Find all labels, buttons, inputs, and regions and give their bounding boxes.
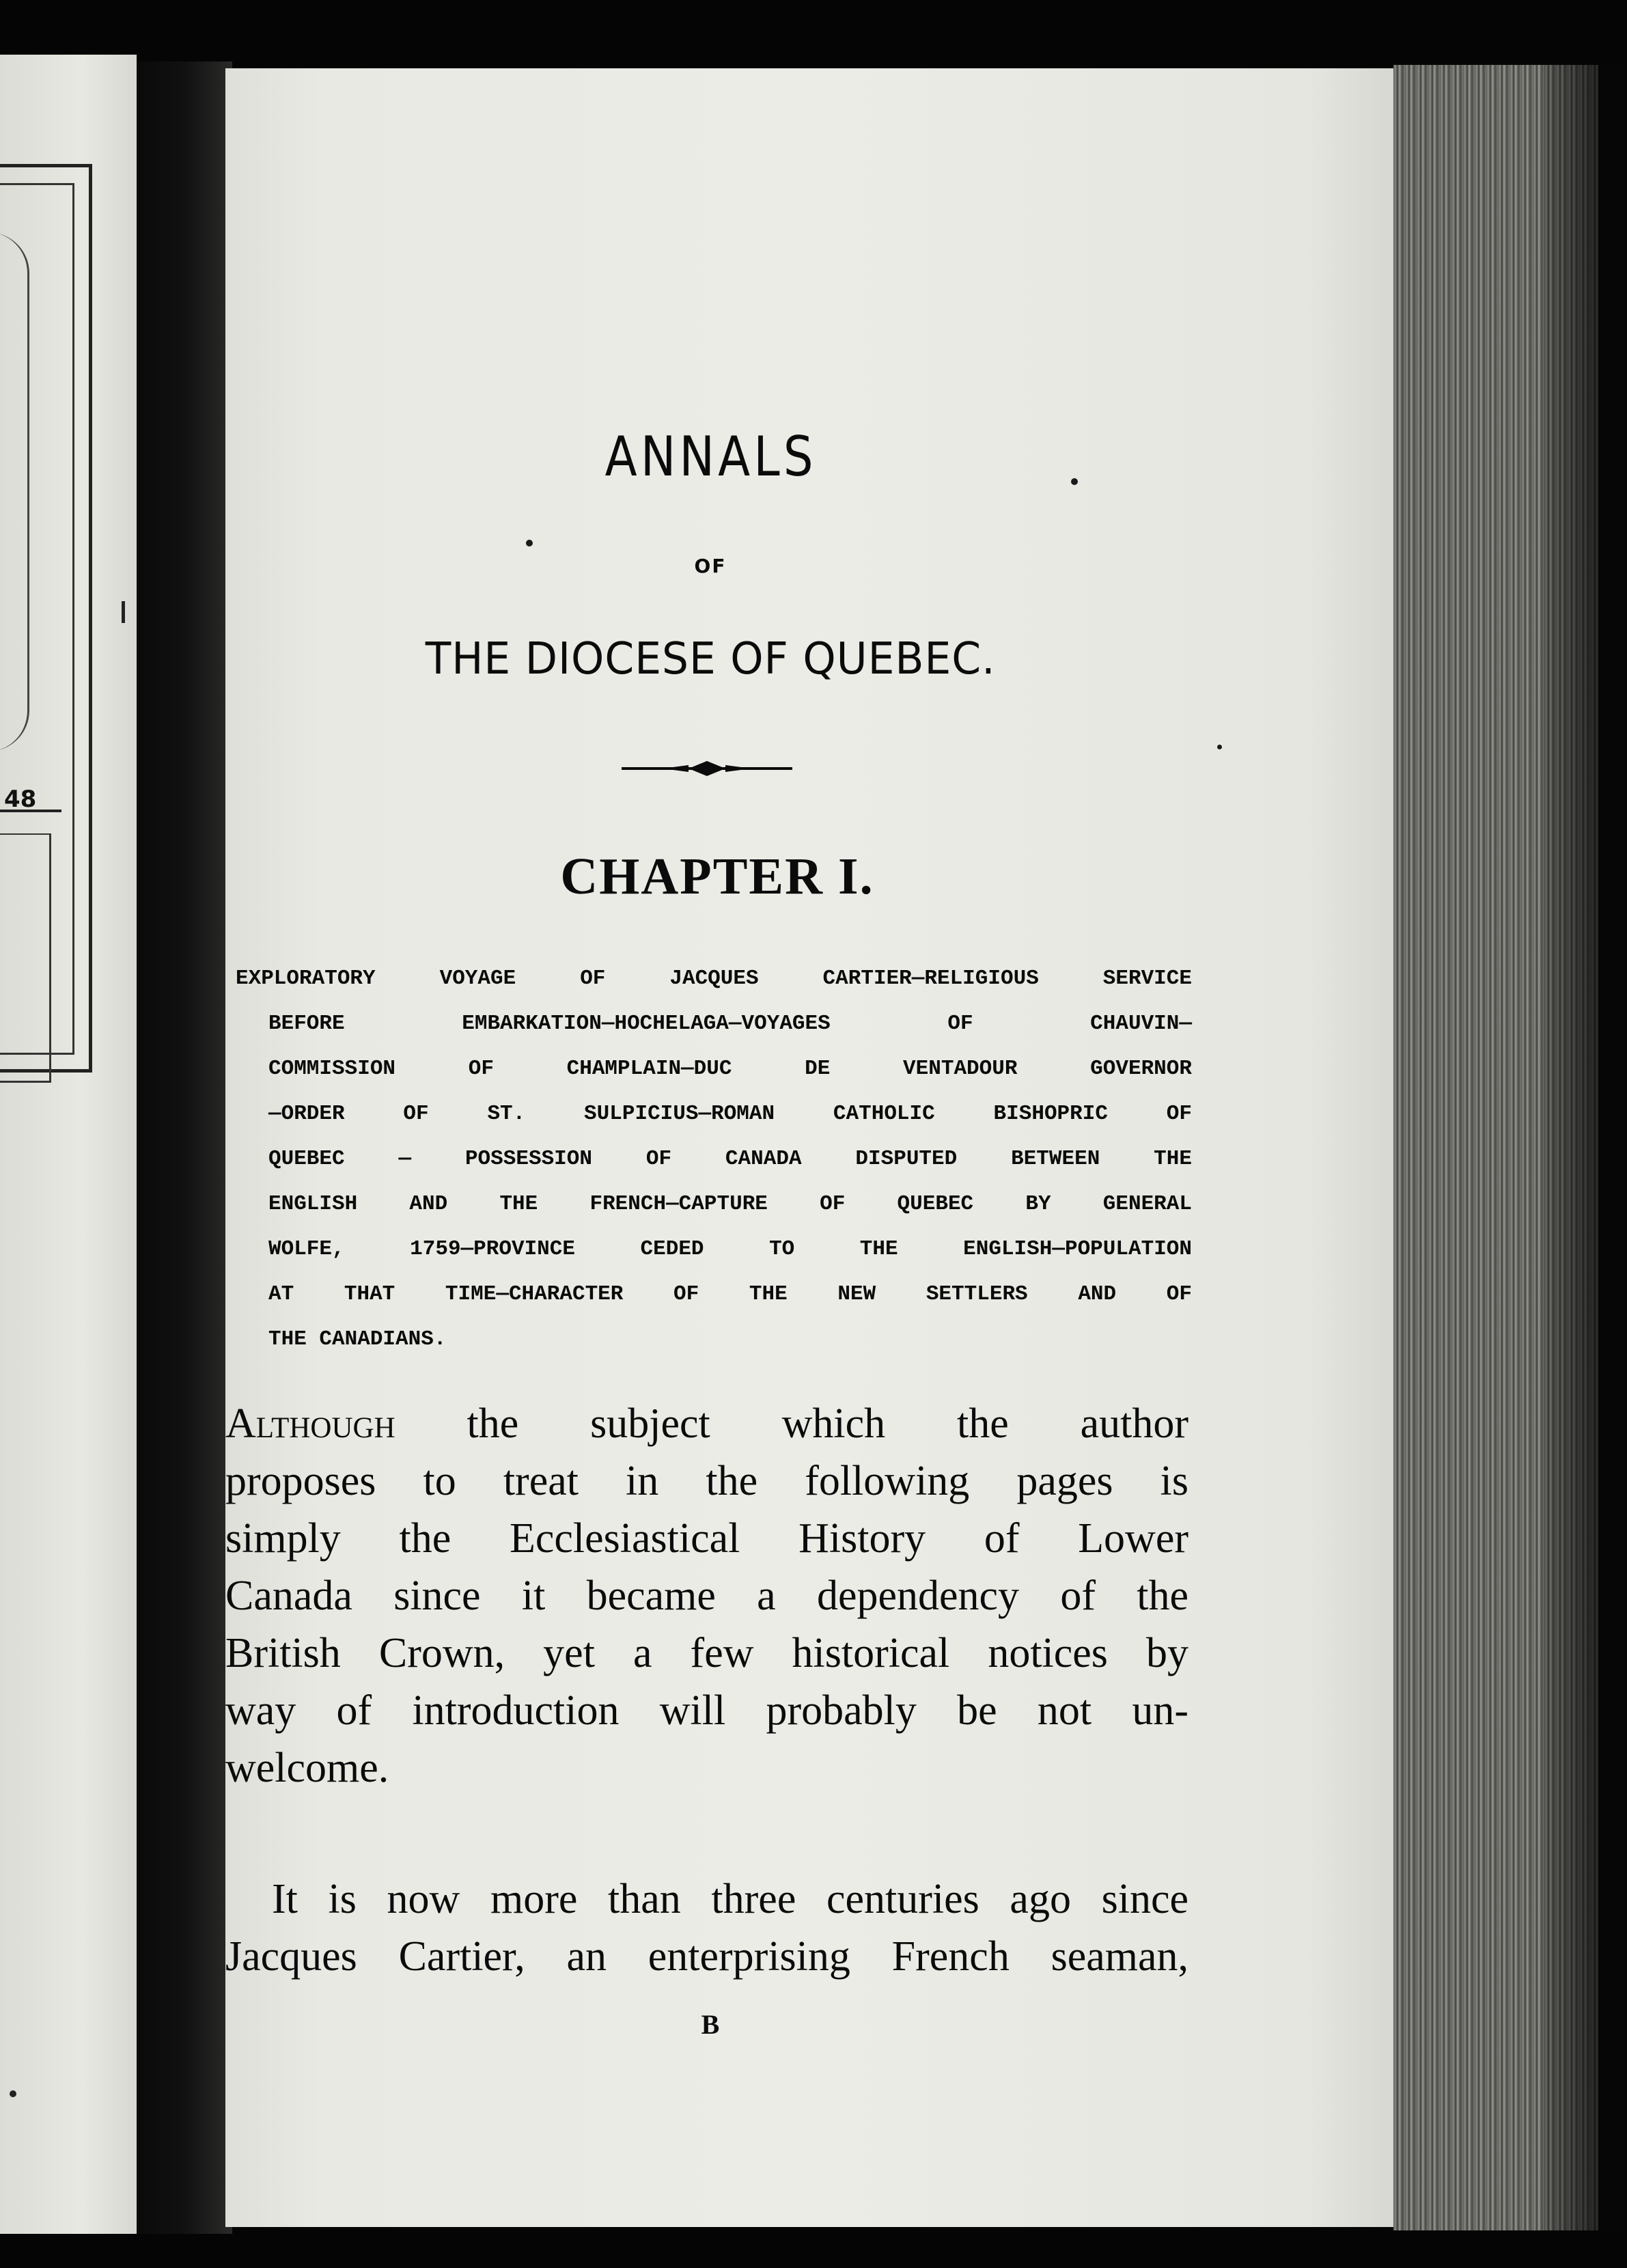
summary-line: EXPLORATORY VOYAGE OF JACQUES CARTIER—RELIGIOUS SERVICE	[236, 967, 1192, 991]
body-paragraph-1	[225, 1395, 1188, 1797]
title-connector: OF	[694, 555, 727, 577]
body-line: way of introduction will probably be not un-	[225, 1687, 1188, 1734]
ink-speck	[1071, 478, 1078, 485]
body-line: British Crown, yet a few historical notices by	[225, 1630, 1188, 1676]
page-title: ANNALS	[604, 425, 817, 488]
page-subtitle: THE DIOCESE OF QUEBEC.	[425, 634, 996, 684]
body-line: simply the Ecclesiastical History of Lower	[225, 1515, 1188, 1562]
summary-line: WOLFE, 1759—PROVINCE CEDED TO THE ENGLISH—POPULATION	[268, 1237, 1192, 1261]
page-edge-shadow	[1544, 65, 1627, 2230]
summary-line: AT THAT TIME—CHARACTER OF THE NEW SETTLERS AND OF	[268, 1282, 1192, 1306]
body-line-rest: the subject which the author	[395, 1400, 1188, 1447]
ink-speck	[526, 540, 533, 547]
chapter-heading: CHAPTER I.	[560, 848, 874, 905]
summary-line: COMMISSION OF CHAMPLAIN—DUC DE VENTADOUR GOVERNOR	[268, 1057, 1192, 1081]
map-coastline	[0, 232, 29, 751]
body-line: Canada since it became a dependency of the	[225, 1573, 1188, 1619]
page-mark	[122, 601, 125, 623]
lead-word: Although	[225, 1400, 395, 1447]
ornament-rule	[622, 758, 792, 779]
ink-speck	[1217, 745, 1222, 749]
body-line: welcome.	[225, 1745, 389, 1791]
body-paragraph-2	[225, 1870, 1188, 1985]
summary-line: ENGLISH AND THE FRENCH—CAPTURE OF QUEBEC BY GENERAL	[268, 1192, 1192, 1216]
ink-speck	[10, 2090, 16, 2097]
body-line: It is now more than three centuries ago since	[272, 1876, 1188, 1922]
summary-line: BEFORE EMBARKATION—HOCHELAGA—VOYAGES OF CHAUVIN—	[268, 1012, 1192, 1036]
book-gutter	[137, 61, 232, 2234]
summary-line: —ORDER OF ST. SULPICIUS—ROMAN CATHOLIC BISHOPRIC OF	[268, 1102, 1192, 1126]
body-line: proposes to treat in the following pages is	[225, 1458, 1188, 1504]
summary-line: QUEBEC — POSSESSION OF CANADA DISPUTED BETWEEN THE	[268, 1147, 1192, 1171]
signature-mark: B	[701, 2009, 720, 2040]
chapter-summary	[236, 956, 1192, 1362]
body-line	[225, 1395, 1188, 1452]
body-line: Jacques Cartier, an enterprising French seaman,	[225, 1933, 1188, 1980]
plate-number: 48	[4, 786, 37, 813]
summary-line: THE CANADIANS.	[268, 1327, 447, 1351]
